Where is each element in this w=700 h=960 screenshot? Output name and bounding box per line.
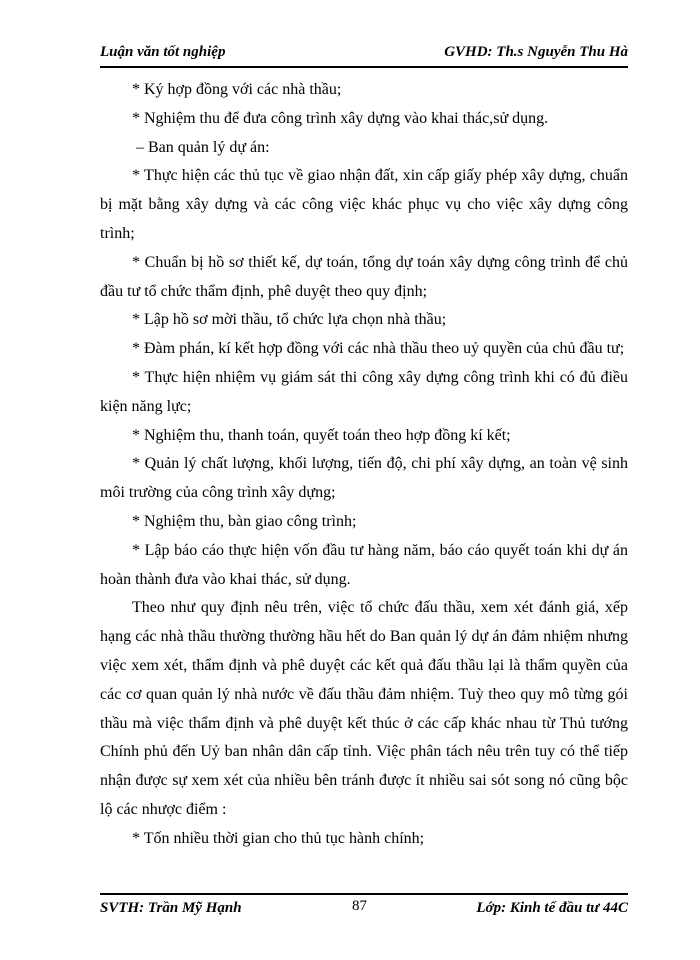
body-paragraph: * Thực hiện nhiệm vụ giám sát thi công xây dựng công trình khi có đủ điều kiện năng lực; [100, 368, 628, 415]
body-paragraph: * Nghiệm thu để đưa công trình xây dựng vào khai thác,sử dụng. [132, 109, 549, 127]
body-paragraph: * Chuẩn bị hồ sơ thiết kế, dự toán, tổng dự toán xây dựng công trình để chủ đầu tư tổ chức thẩm định, phê duyệt theo quy định; [100, 253, 628, 300]
body-paragraph: * Đàm phán, kí kết hợp đồng với các nhà thầu theo uỷ quyền của chủ đầu tư; [132, 340, 625, 358]
header-rule [100, 66, 628, 68]
body-paragraph: * Tốn nhiều thời gian cho thủ tục hành chính; [132, 829, 425, 847]
body-paragraph: * Nghiệm thu, bàn giao công trình; [132, 512, 357, 530]
footer-student: SVTH: Trần Mỹ Hạnh [100, 900, 242, 916]
body-paragraph: * Thực hiện các thủ tục về giao nhận đất, xin cấp giấy phép xây dựng, chuẩn bị mặt bằng xây dựng và các công việc khác phục vụ cho việc xây dựng công trình; [100, 167, 628, 242]
header-thesis-title: Luận văn tốt nghiệp [100, 44, 226, 60]
page-body [100, 76, 628, 854]
header-advisor: GVHD: Th.s Nguyễn Thu Hà [444, 44, 628, 60]
page-header [100, 40, 628, 64]
body-paragraph: * Ký hợp đồng với các nhà thầu; [132, 81, 342, 98]
body-paragraph: * Nghiệm thu, thanh toán, quyết toán theo hợp đồng kí kết; [132, 426, 511, 444]
body-paragraph: – Ban quản lý dự án: [136, 138, 270, 156]
footer-rule [100, 893, 628, 895]
body-paragraph: * Lập báo cáo thực hiện vốn đầu tư hàng năm, báo cáo quyết toán khi dự án hoàn thành đưa vào khai thác, sử dụng. [100, 541, 628, 588]
body-paragraph: * Lập hồ sơ mời thầu, tổ chức lựa chọn nhà thầu; [132, 311, 447, 329]
body-paragraph: * Quản lý chất lượng, khối lượng, tiến độ, chi phí xây dựng, an toàn vệ sinh môi trường của công trình xây dựng; [100, 455, 628, 502]
page-number: 87 [352, 898, 367, 914]
body-paragraph: Theo như quy định nêu trên, việc tổ chức đấu thầu, xem xét đánh giá, xếp hạng các nhà thầu thường thường hầu hết do Ban quản lý dự án đảm nhiệm nhưng việc xem xét, thẩm định và phê duyệt các kết quả đấu thầu lại là thẩm quyền của các cơ quan quản lý nhà nước về đấu thầu đảm nhiệm. Tuỳ theo quy mô từng gói thầu mà việc thẩm định và phê duyệt kết thúc ở các cấp khác nhau từ Thủ tướng Chính phủ đến Uỷ ban nhân dân cấp tỉnh. Việc phân tách nêu trên tuy có thể tiếp nhận được sự xem xét của nhiều bên tránh được ít nhiều sai sót song nó cũng bộc lộ các nhược điểm : [100, 599, 628, 818]
page-footer [100, 898, 628, 922]
footer-class: Lớp: Kinh tế đầu tư 44C [476, 900, 628, 916]
